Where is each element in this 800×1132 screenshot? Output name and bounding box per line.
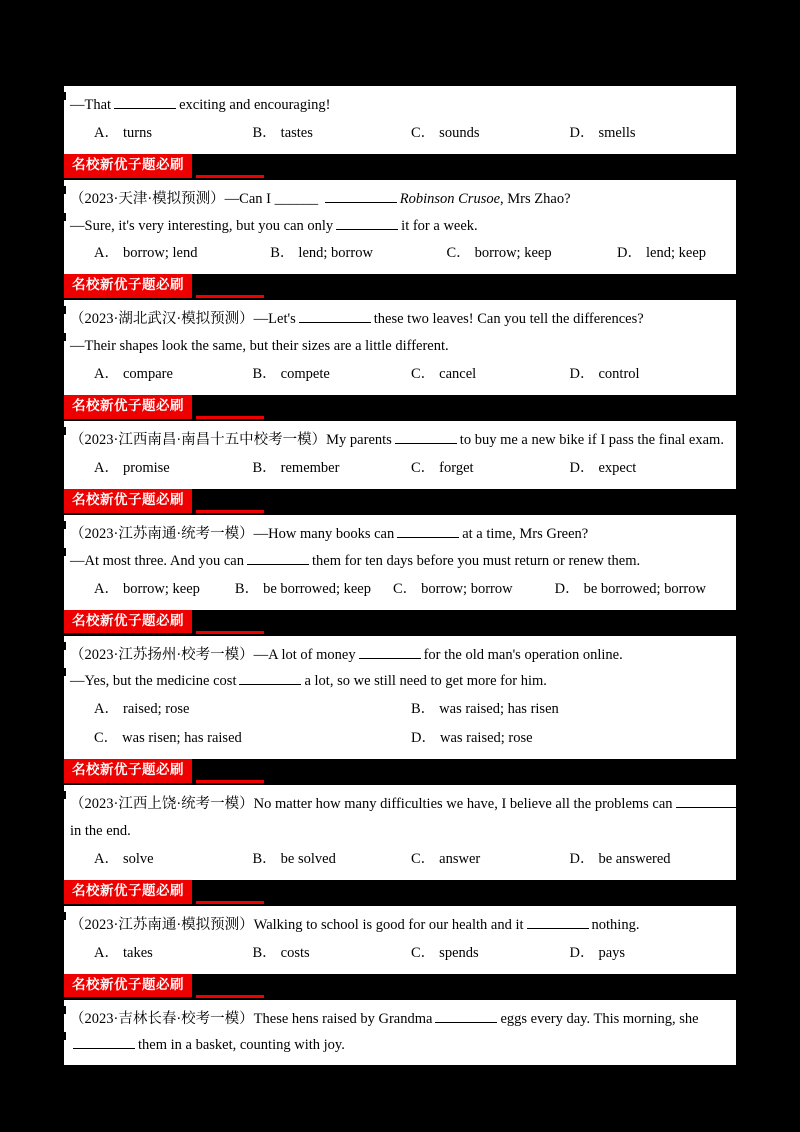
option-label: B． [252,124,277,141]
brand-badge: 名校新优子题必刷 [64,274,192,298]
option-text: takes [122,944,153,961]
option-d[interactable] [570,454,729,483]
option-text: be answered [598,850,671,867]
answer-blank [247,564,309,565]
option-a[interactable] [94,454,253,483]
option-text: tastes [280,124,313,141]
badge-underline [196,510,264,513]
question-block [64,906,736,974]
question-source: （2023·江西上饶·统考一模） [70,796,254,813]
brand-badge: 名校新优子题必刷 [64,880,192,904]
option-label: C． [94,730,119,747]
option-label: A． [94,850,119,867]
option-text: was risen; has raised [122,730,242,747]
stem-text-part2: exciting and encouraging! [179,97,331,113]
option-text: promise [122,459,170,476]
option-a[interactable] [94,845,253,874]
bullet-marker [58,642,66,650]
option-label: D． [411,730,436,747]
question-stem [68,186,728,213]
stem-text-part2: them for ten days before you must return or renew them. [311,552,641,569]
option-text: borrow; keep [122,580,200,597]
answer-blank [359,658,421,659]
option-a[interactable] [94,239,248,268]
option-text: spends [439,944,479,961]
stem-text-part2: , Mrs Zhao? [500,190,571,207]
stem-text-part1: —Sure, it's very interesting, but you can only [70,217,334,234]
question-source: （2023·天津·模拟预测） [70,190,225,207]
question-block [64,300,736,395]
option-a[interactable] [94,575,213,604]
option-c[interactable] [411,360,570,389]
badge-row [64,489,736,515]
option-b[interactable] [253,845,412,874]
options-row [68,575,728,604]
option-text: forget [439,459,474,476]
option-d[interactable] [570,939,729,968]
option-d[interactable] [570,360,729,389]
question-stem [68,642,728,669]
options-row [68,119,728,148]
option-text: sounds [439,124,480,141]
brand-badge: 名校新优子题必刷 [64,610,192,634]
options-row [68,845,728,874]
question-source: （2023·湖北武汉·模拟预测） [70,311,254,328]
option-text: borrow; keep [474,245,552,262]
answer-blank [114,108,176,109]
bullet-marker [58,186,66,194]
option-text: solve [122,850,154,867]
stem-text-part2: for the old man's operation online. [423,646,623,663]
question-stem [68,1006,728,1033]
badge-row [64,274,736,300]
option-text: was raised; rose [439,730,533,747]
option-c[interactable] [411,119,570,148]
question-stem [68,306,728,333]
brand-badge: 名校新优子题必刷 [64,759,192,783]
brand-badge: 名校新优子题必刷 [64,489,192,513]
question-stem-second-line [68,1032,728,1059]
badge-row [64,974,736,1000]
option-label: A． [94,124,119,141]
option-label: D． [569,944,595,961]
option-a[interactable] [94,119,253,148]
stem-text-part1: My parents [326,432,392,449]
badge-row [64,154,736,180]
option-text: cancel [439,366,477,383]
option-label: A． [94,366,119,383]
badge-underline [196,901,264,904]
option-b[interactable] [235,575,371,604]
stem-text-part2: these two leaves! Can you tell the differences? [373,311,644,328]
answer-blank [397,537,459,538]
answer-blank [435,1022,497,1023]
answer-blank [239,684,301,685]
stem-text-part1: —How many books can [253,525,395,542]
option-label: A． [94,701,119,718]
option-text: compete [280,366,330,383]
option-label: B． [252,944,277,961]
bullet-marker [58,668,66,676]
option-text: be solved [280,850,336,867]
bullet-marker [58,1032,66,1040]
stem-text-part1: —That [70,97,112,113]
bullet-marker [58,791,66,799]
question-block [64,421,736,489]
question-stem-second-line [68,818,728,845]
question-source: （2023·江西南昌·南昌十五中校考一模） [70,432,327,449]
option-label: C． [393,580,418,597]
question-stem [68,427,728,454]
brand-badge: 名校新优子题必刷 [64,154,192,178]
bullet-marker [58,548,66,556]
question-block [64,1000,736,1066]
badge-underline [196,416,264,419]
stem-italic-title: Robinson Crusoe [399,190,501,207]
question-stem [68,791,728,818]
option-label: A． [94,459,119,476]
option-b[interactable] [253,939,412,968]
question-source: （2023·江苏南通·统考一模） [70,525,254,542]
option-b[interactable] [253,454,412,483]
option-a[interactable] [94,695,411,724]
stem-text-part1: No matter how many difficulties we have, I believe all the problems can [253,796,673,813]
question-stem [68,521,728,548]
option-text: pays [598,944,626,961]
option-b[interactable] [270,239,424,268]
stem-text: in the end. [70,822,131,839]
option-text: remember [280,459,340,476]
bullet-marker [58,333,66,341]
option-label: B． [234,580,260,597]
answer-blank [336,229,398,230]
option-text: lend; borrow [298,245,373,262]
stem-text-part1: —Yes, but the medicine cost [70,673,237,690]
option-label: B． [270,245,295,262]
option-label: C． [411,366,436,383]
stem-text-part1: Walking to school is good for our health and it [253,916,524,933]
option-label: B． [252,459,277,476]
option-b[interactable] [411,695,728,724]
answer-blank [73,1048,135,1049]
question-block [64,86,736,154]
question-source: （2023·吉林长春·校考一模） [70,1010,254,1027]
answer-blank [325,202,397,203]
question-block [64,785,736,880]
stem-text: them in a basket, counting with joy. [138,1037,345,1054]
option-label: C． [411,850,436,867]
option-text: costs [280,944,310,961]
option-d[interactable] [570,845,729,874]
stem-text-part1: —At most three. And you can [70,552,244,569]
option-d[interactable] [617,239,706,268]
option-label: C． [411,944,436,961]
option-label: A． [94,245,119,262]
option-label: D． [569,850,595,867]
document-content [64,86,736,1065]
brand-badge: 名校新优子题必刷 [64,974,192,998]
option-label: D． [554,580,580,597]
question-stem-second-line [68,333,728,360]
option-text: turns [122,124,152,141]
bullet-marker [58,92,66,100]
option-text: raised; rose [122,701,190,718]
answer-blank [299,322,371,323]
option-text: expect [598,459,637,476]
option-label: A． [94,580,119,597]
option-d[interactable] [555,575,706,604]
option-c[interactable] [94,724,411,753]
stem-text-part2: it for a week. [401,217,478,234]
option-a[interactable] [94,939,253,968]
question-stem [68,92,728,119]
option-label: D． [569,459,595,476]
option-c[interactable] [447,239,596,268]
option-label: D． [617,245,643,262]
stem-text-part1: These hens raised by Grandma [253,1010,433,1027]
badge-underline [196,995,264,998]
option-c[interactable] [411,454,570,483]
option-a[interactable] [94,360,253,389]
option-d[interactable] [570,119,729,148]
badge-underline [196,175,264,178]
option-text: lend; keep [646,245,707,262]
option-d[interactable] [411,724,728,753]
bullet-marker [58,306,66,314]
bullet-marker [58,912,66,920]
options-row [68,360,728,389]
option-text: answer [439,850,481,867]
option-text: borrow; lend [122,245,198,262]
question-block [64,636,736,760]
option-text: be borrowed; borrow [583,580,706,597]
question-block [64,515,736,610]
stem-text-part2: at a time, Mrs Green? [462,525,589,542]
badge-row [64,395,736,421]
answer-blank [676,807,738,808]
answer-blank [527,928,589,929]
badge-underline [196,780,264,783]
option-text: borrow; borrow [421,580,513,597]
option-label: D． [569,124,595,141]
option-text: be borrowed; keep [263,580,371,597]
question-block [64,180,736,275]
option-label: D． [569,366,595,383]
question-stem-second-line [68,548,728,575]
bullet-marker [58,1006,66,1014]
stem-text: —Their shapes look the same, but their sizes are a little different. [70,338,449,355]
option-label: B． [252,850,277,867]
option-c[interactable] [393,575,533,604]
stem-text-part1: —Let's [253,311,296,328]
bullet-marker [58,521,66,529]
option-label: B． [252,366,277,383]
option-text: was raised; has risen [439,701,559,718]
question-stem [68,912,728,939]
option-label: B． [411,701,436,718]
options-row [68,454,728,483]
stem-text-part1: —A lot of money [253,646,356,663]
bullet-marker [58,427,66,435]
options-row [68,939,728,968]
option-b[interactable] [253,119,412,148]
bullet-marker [58,213,66,221]
option-text: smells [598,124,636,141]
stem-text-part2: a lot, so we still need to get more for him. [304,673,547,690]
answer-blank [395,443,457,444]
option-text: control [598,366,640,383]
badge-row [64,610,736,636]
option-b[interactable] [253,360,412,389]
stem-text-part2: eggs every day. This morning, she [500,1010,699,1027]
option-label: A． [94,944,119,961]
option-label: C． [411,459,436,476]
stem-text-part2: to buy me a new bike if I pass the final exam. [459,432,724,449]
question-stem-second-line [68,668,728,695]
options-row [68,239,728,268]
options-row-1 [68,695,728,724]
question-source: （2023·江苏扬州·校考一模） [70,646,254,663]
brand-badge: 名校新优子题必刷 [64,395,192,419]
badge-underline [196,631,264,634]
badge-row [64,759,736,785]
option-label: C． [411,124,436,141]
question-stem-second-line [68,213,728,240]
option-c[interactable] [411,845,570,874]
badge-row [64,880,736,906]
stem-text-part2: nothing. [591,916,640,933]
options-row-2 [68,724,728,753]
stem-text-part1: —Can I ______ [224,190,322,207]
option-text: compare [122,366,173,383]
badge-underline [196,295,264,298]
option-label: C． [446,245,471,262]
question-source: （2023·江苏南通·模拟预测） [70,916,254,933]
option-c[interactable] [411,939,570,968]
